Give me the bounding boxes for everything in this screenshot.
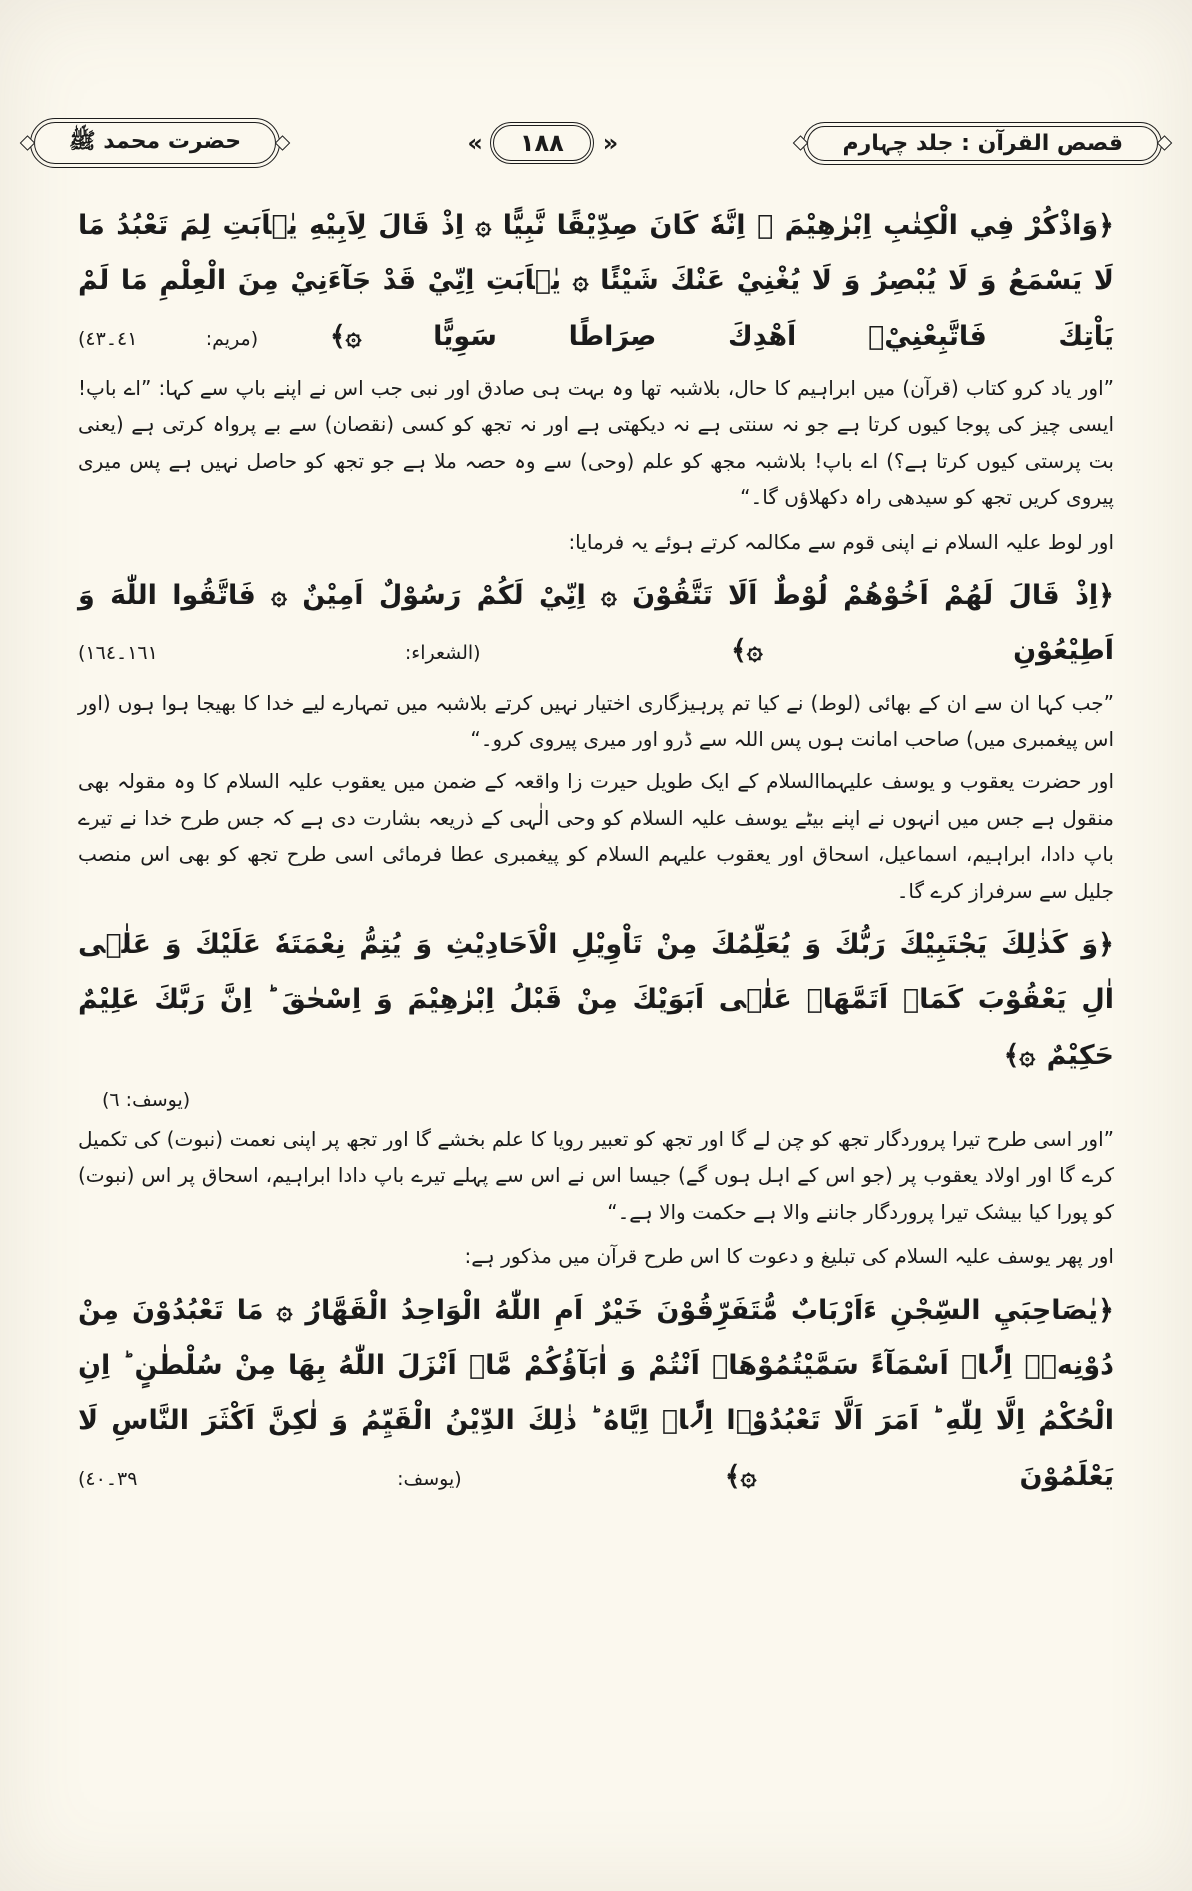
urdu-translation-maryam: ”اور یاد کرو کتاب (قرآن) میں ابراہیم کا حال، بلاشبہ تھا وہ بہت ہی صادق اور نبی جب اس نے اپنے باپ سے کہا: ”اے باپ! ایسی چیز کی پوجا کیوں کرتا ہے جو نہ سنتی ہے نہ دیکھتی ہے اور نہ تجھ کو کسی (نقصان) سے بے پرواہ کرتی ہے (یعنی بت پرستی کیوں کرتا ہے؟) اے باپ! بلاشبہ مجھ کو علم (وحی) سے وہ حصہ ملا ہے جو تجھ کو حاصل نہیں ہے پس میری پیروی کریں تجھ کو سیدھی راہ دکھلاؤں گا۔“: [78, 376, 1114, 510]
arabic-verse-text: ﴿يٰصَاحِبَيِ السِّجْنِ ءَاَرْبَابٌ مُّتَفَرِّقُوْنَ خَيْرٌ اَمِ اللّٰهُ الْوَاحِدُ الْقَهَّارُ ۞ مَا تَعْبُدُوْنَ مِنْ دُوْنِهٖۤ اِلَّاۤ اَسْمَآءً سَمَّيْتُمُوْهَاۤ اَنْتُمْ وَ اٰبَآؤُكُمْ مَّاۤ اَنْزَلَ اللّٰهُ بِهَا مِنْ سُلْطٰنٍ ؕ اِنِ الْحُكْمُ اِلَّا لِلّٰهِ ؕ اَمَرَ اَلَّا تَعْبُدُوْۤا اِلَّاۤ اِيَّاهُ ؕ ذٰلِكَ الدِّيْنُ الْقَيِّمُ وَ لٰكِنَّ اَكْثَرَ النَّاسِ لَا يَعْلَمُوْنَ ۞﴾: [78, 1294, 1115, 1492]
ornament-chevron-icon: »: [467, 129, 481, 157]
ornament-finial-icon: [793, 135, 809, 151]
header-chapter-title-cartouche: [34, 122, 276, 164]
arabic-verse-maryam: [78, 198, 1114, 364]
header-book-title-cartouche: [807, 126, 1158, 161]
section-intro-yusuf: اور پھر یوسف علیہ السلام کی تبلیغ و دعوت کا اس طرح قرآن میں مذکور ہے:: [464, 1244, 1114, 1269]
chapter-title: حضرت محمد ﷺ: [69, 129, 242, 154]
urdu-translation-yusuf-6: ”اور اسی طرح تیرا پروردگار تجھ کو چن لے گا اور تجھ کو تعبیر رویا کا علم بخشے گا اور تجھ پر اپنی نعمت (نبوت) کی تکمیل کرے گا اور اولاد یعقوب پر (جو اس کے اہل ہوں گے) جیسا اس نے اس سے پہلے تیرے باپ دادا ابراہیم، اسحاق پر اس (نبوت) کو پورا کیا بیشک تیرا پروردگار جاننے والا ہے حکمت والا ہے۔“: [78, 1127, 1114, 1224]
arabic-verse-yusuf-6: ﴿وَ كَذٰلِكَ يَجْتَبِيْكَ رَبُّكَ وَ يُعَلِّمُكَ مِنْ تَاْوِيْلِ الْاَحَادِيْثِ وَ يُتِمُّ نِعْمَتَهٗ عَلَيْكَ وَ عَلٰۤى اٰلِ يَعْقُوْبَ كَمَاۤ اَتَمَّهَاۤ عَلٰۤى اَبَوَيْكَ مِنْ قَبْلُ اِبْرٰهِيْمَ وَ اِسْحٰقَ ؕ اِنَّ رَبَّكَ عَلِيْمٌ حَكِيْمٌ ۞﴾: [78, 929, 1114, 1071]
arabic-verse-shuara: [78, 568, 1114, 679]
urdu-paragraph-yaqub-yusuf: اور حضرت یعقوب و یوسف علیہماالسلام کے ایک طویل حیرت زا واقعہ کے ضمن میں یعقوب علیہ السلام کا وہ مقولہ بھی منقول ہے جس میں انہوں نے اپنے بیٹے یوسف علیہ السلام کو وحی الٰہی کے ذریعہ بشارت دی ہے کہ جس طرح خدا نے تیرے باپ دادا، ابراہیم، اسماعیل، اسحاق اور یعقوب علیہم السلام کو پیغمبری عطا فرمائی اسی طرح تجھ کو بھی اس منصب جلیل سے سرفراز کرے گا۔: [78, 769, 1114, 903]
arabic-verse-text: ﴿اِذْ قَالَ لَهُمْ اَخُوْهُمْ لُوْطٌ اَلَا تَتَّقُوْنَ ۞ اِنِّيْ لَكُمْ رَسُوْلٌ اَمِيْنٌ ۞ فَاتَّقُوا اللّٰهَ وَ اَطِيْعُوْنِ ۞﴾: [78, 579, 1115, 667]
page-content: [0, 164, 1192, 1504]
verse-reference: (الشعراء: ١٦١۔١٦٤): [78, 642, 481, 665]
book-title: قصص القرآن : جلد چہارم: [842, 130, 1123, 156]
urdu-translation-shuara: ”جب کہا ان سے ان کے بھائی (لوط) نے کیا تم پرہیزگاری اختیار نہیں کرتے بلاشبہ میں تمہارے لیے خدا کا بھیجا ہوا ہوں (اور اس پیغمبری میں) صاحب امانت ہوں پس اللہ سے ڈرو اور میری پیروی کرو۔“: [78, 690, 1114, 752]
ornament-finial-icon: [1157, 135, 1173, 151]
section-intro-lut: اور لوط علیہ السلام نے اپنی قوم سے مکالمہ کرتے ہوئے یہ فرمایا:: [568, 529, 1114, 554]
page-number: ١٨٨: [493, 125, 591, 161]
ornament-finial-icon: [20, 135, 36, 151]
verse-reference: (يوسف: ٣٩۔٤٠): [78, 1467, 462, 1490]
arabic-verse-text: ﴿وَاذْكُرْ فِي الْكِتٰبِ اِبْرٰهِيْمَ ۚ اِنَّهٗ كَانَ صِدِّيْقًا نَّبِيًّا ۞ اِذْ قَالَ لِاَبِيْهِ يٰۤاَبَتِ لِمَ تَعْبُدُ مَا لَا يَسْمَعُ وَ لَا يُبْصِرُ وَ لَا يُغْنِيْ عَنْكَ شَيْئًا ۞ يٰۤاَبَتِ اِنِّيْ قَدْ جَآءَنِيْ مِنَ الْعِلْمِ مَا لَمْ يَاْتِكَ فَاتَّبِعْنِيْۤ اَهْدِكَ صِرَاطًا سَوِيًّا ۞﴾: [78, 210, 1114, 352]
page-number-group: [467, 125, 616, 161]
verse-reference: (مريم: ٤١۔٤٣): [78, 327, 259, 350]
arabic-verse-yusuf-39-40: [78, 1283, 1114, 1504]
page-header: [0, 122, 1192, 164]
ornament-chevron-icon: «: [602, 129, 617, 157]
ornament-finial-icon: [275, 135, 291, 151]
verse-reference: (يوسف: ٦): [102, 1089, 191, 1112]
